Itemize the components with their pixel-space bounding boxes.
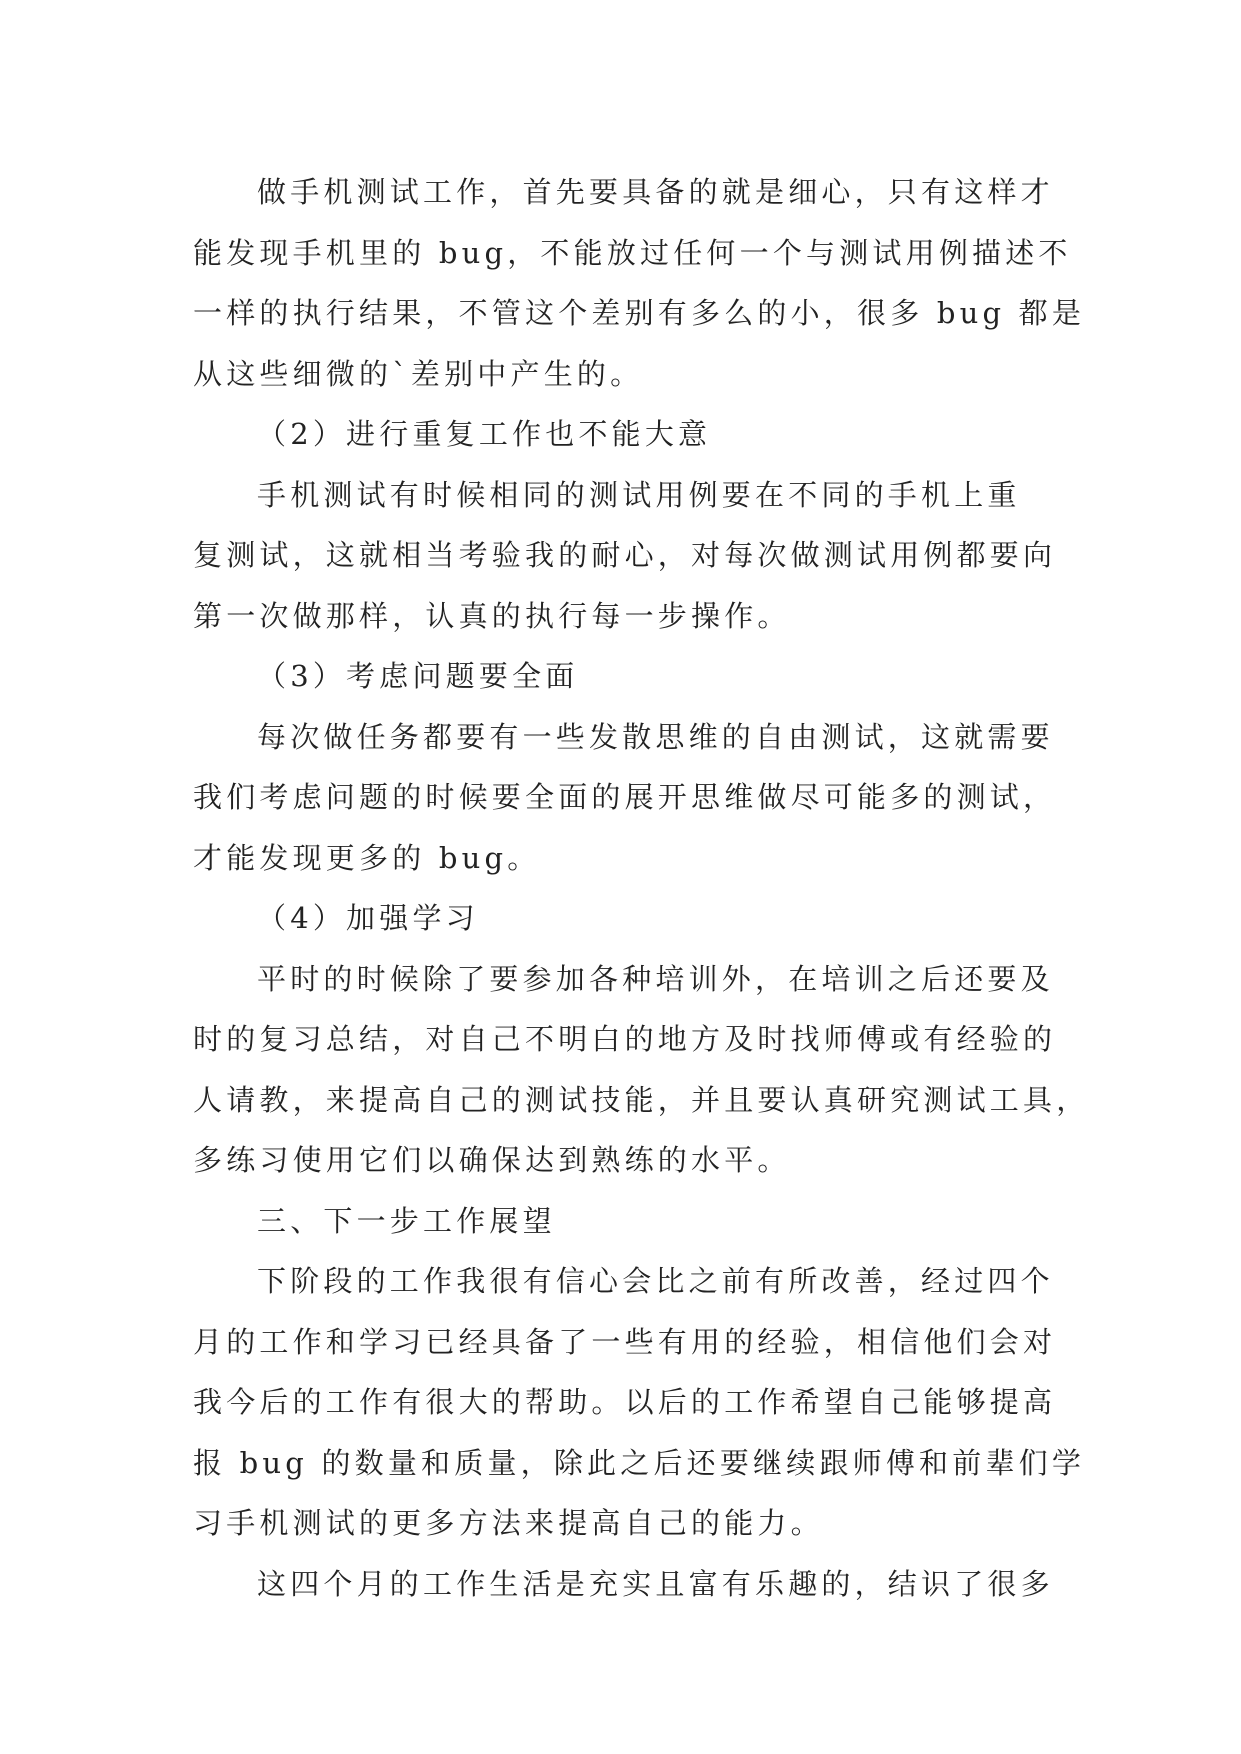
text-line: 复测试，这就相当考验我的耐心，对每次做测试用例都要向 — [193, 538, 1057, 572]
text-line: 人请教，来提高自己的测试技能，并且要认真研究测试工具， — [193, 1082, 1090, 1117]
text-line: 才能发现更多的 bug。 — [193, 840, 541, 875]
section-heading: （3）考虑问题要全面 — [257, 659, 579, 693]
text-line: 做手机测试工作，首先要具备的就是细心，只有这样才 — [257, 175, 1054, 209]
text-line: 每次做任务都要有一些发散思维的自由测试，这就需要 — [257, 719, 1054, 754]
text-line: 习手机测试的更多方法来提高自己的能力。 — [193, 1506, 824, 1540]
text-line: 报 bug 的数量和质量，除此之后还要继续跟师傅和前辈们学 — [193, 1445, 1086, 1480]
section-heading: （2）进行重复工作也不能大意 — [257, 417, 712, 451]
text-line: 我们考虑问题的时候要全面的展开思维做尽可能多的测试， — [193, 780, 1057, 814]
text-line: 第一次做那样，认真的执行每一步操作。 — [193, 598, 791, 633]
text-line: 多练习使用它们以确保达到熟练的水平。 — [193, 1143, 791, 1177]
text-line: 这四个月的工作生活是充实且富有乐趣的，结识了很多 — [257, 1566, 1054, 1601]
section-heading: （4）加强学习 — [257, 901, 479, 935]
text-line: 手机测试有时候相同的测试用例要在不同的手机上重 — [257, 477, 1021, 512]
text-line: 我今后的工作有很大的帮助。以后的工作希望自己能够提高 — [193, 1385, 1057, 1419]
text-line: 一样的执行结果，不管这个差别有多么的小，很多 bug 都是 — [193, 296, 1086, 330]
document-body — [193, 162, 1090, 1614]
text-line: 能发现手机里的 bug，不能放过任何一个与测试用例描述不 — [193, 235, 1072, 270]
text-line: 时的复习总结，对自己不明白的地方及时找师傅或有经验的 — [193, 1022, 1057, 1056]
text-line: 平时的时候除了要参加各种培训外，在培训之后还要及 — [257, 961, 1054, 996]
text-line: 月的工作和学习已经具备了一些有用的经验，相信他们会对 — [193, 1324, 1057, 1359]
text-line: 从这些细微的`差别中产生的。 — [193, 356, 644, 391]
text-line: 下阶段的工作我很有信心会比之前有所改善，经过四个 — [257, 1264, 1054, 1298]
section-heading: 三、下一步工作展望 — [257, 1203, 556, 1238]
